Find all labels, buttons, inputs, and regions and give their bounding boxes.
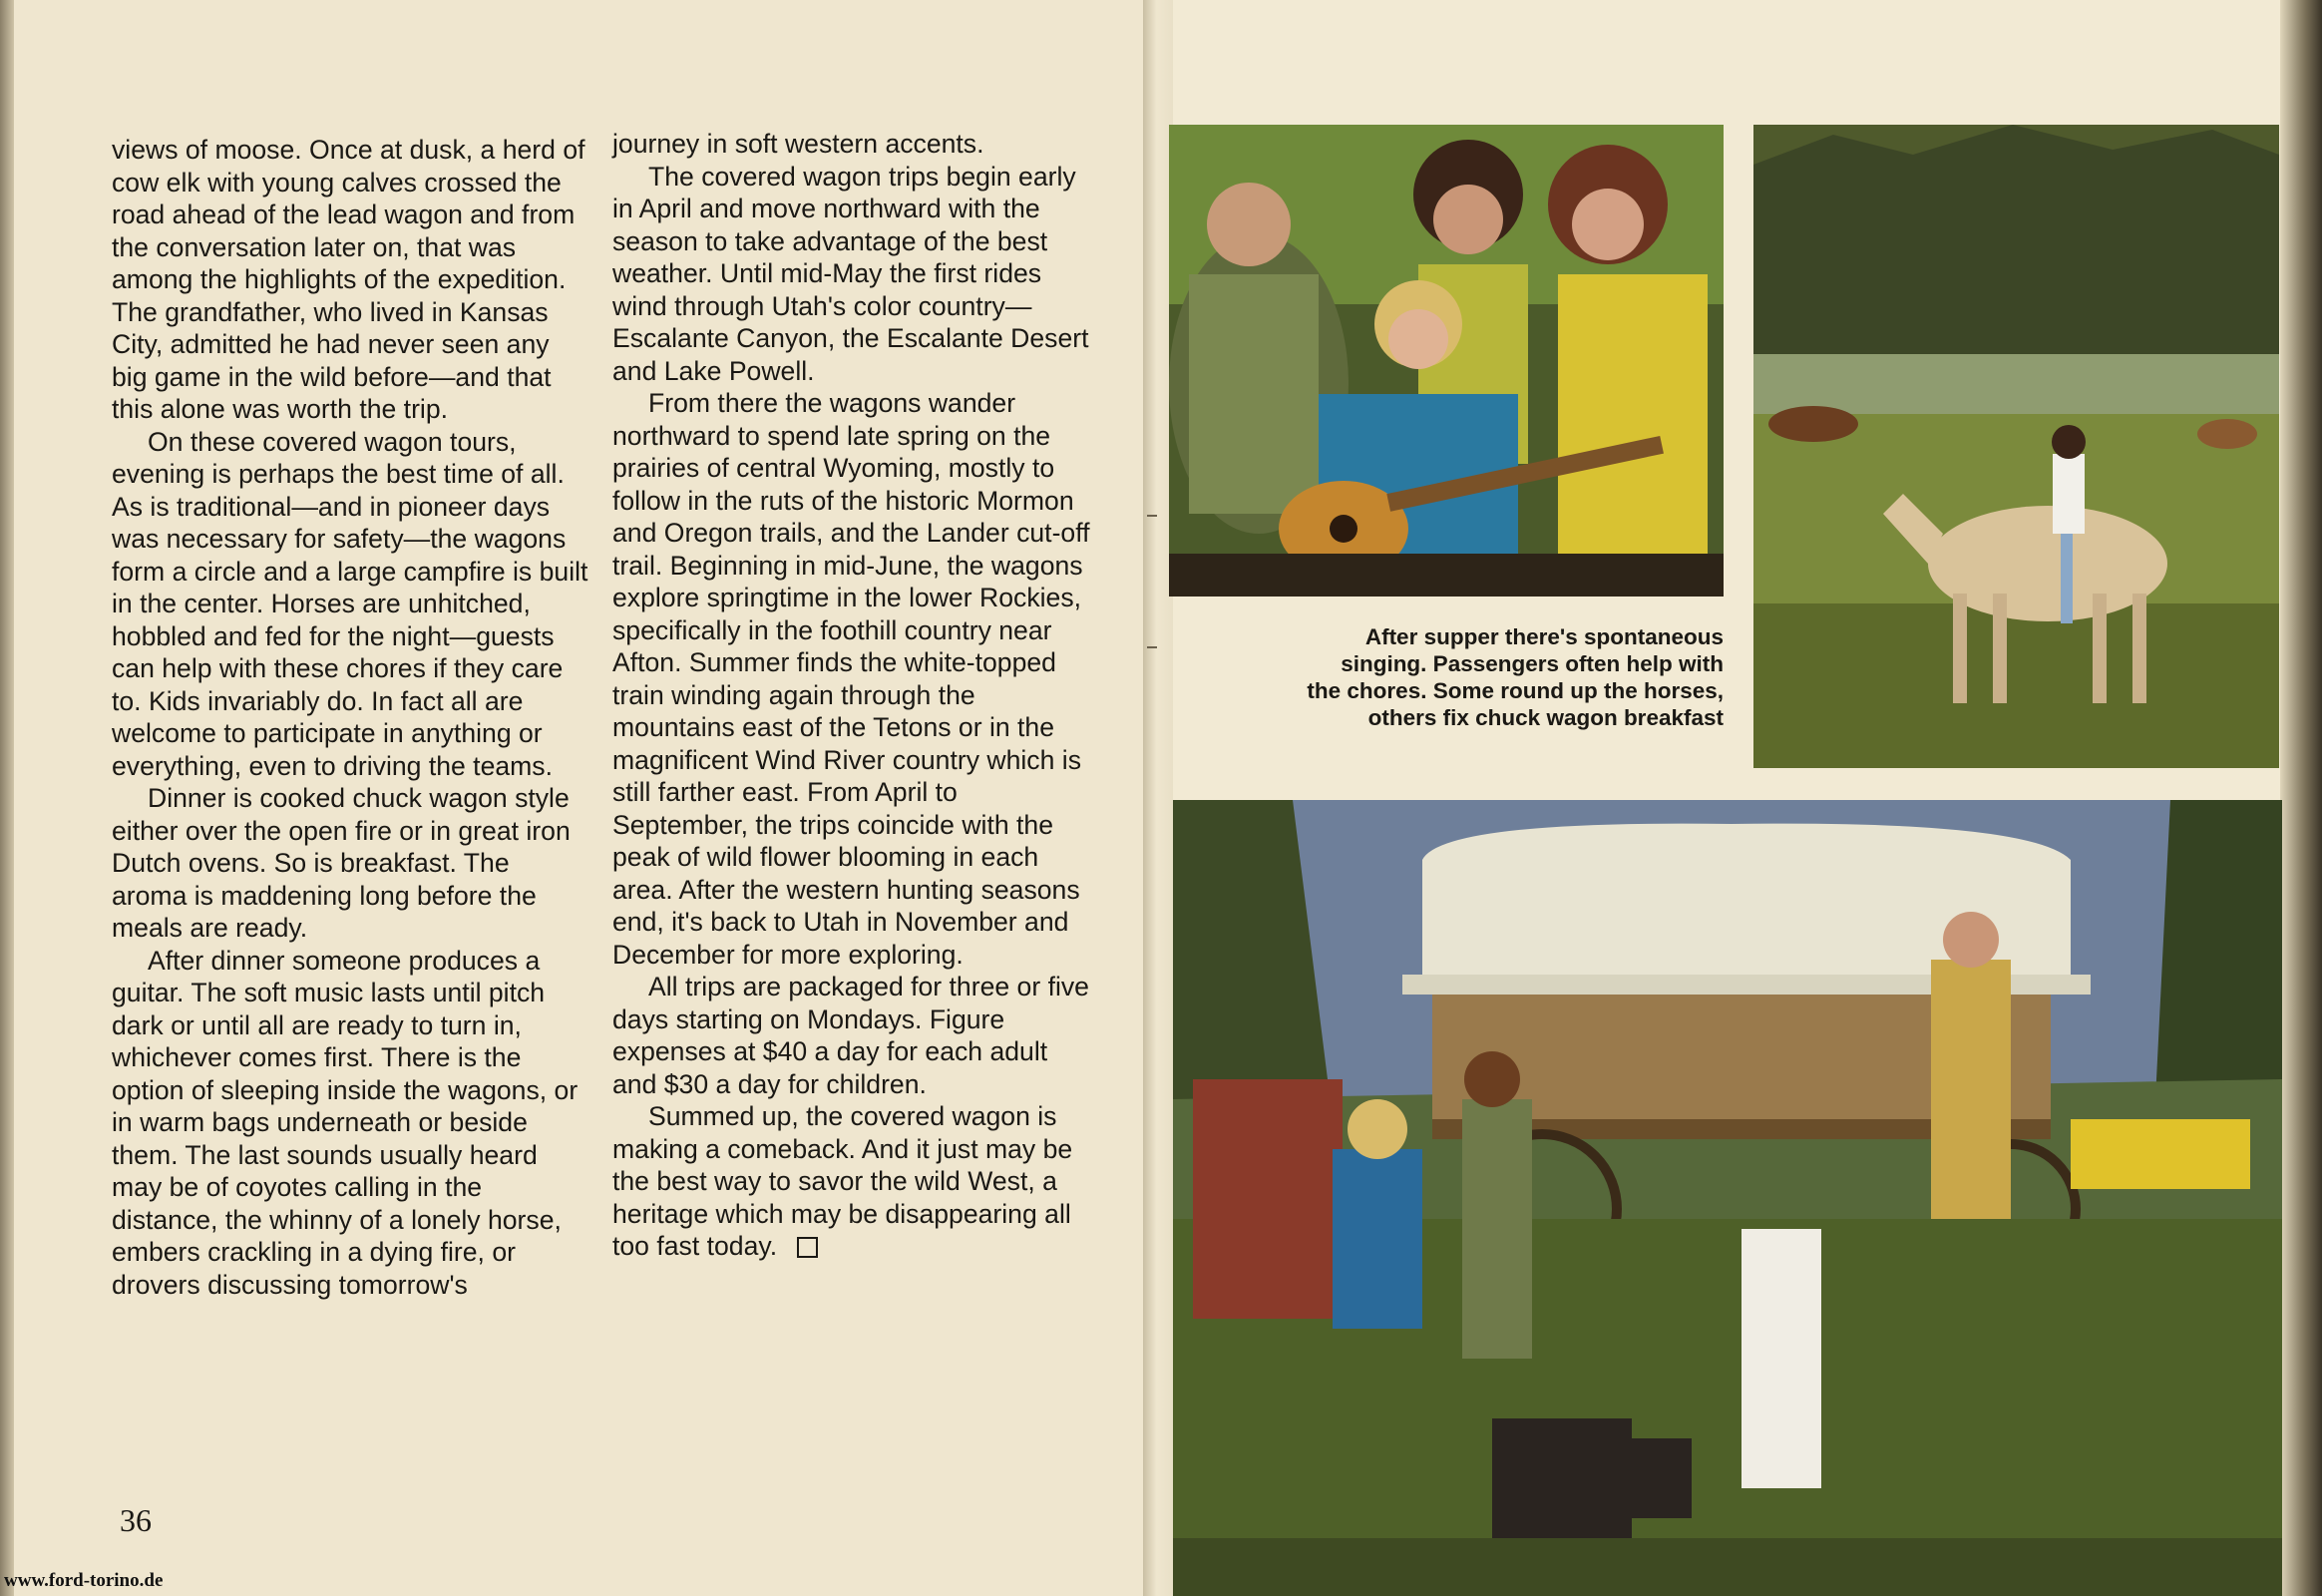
paragraph: After dinner someone produces a guitar. The soft music lasts until pitch dark or until all are ready to turn in, whichever comes first. There is the option of sleeping inside the wagons, or in warm bags underneath or beside them. The last sounds usually heard may be of coyotes calling in the distance, the whinny of a lonely horse, embers crackling in a dying fire, or drovers discussing tomorrow's	[112, 945, 579, 1300]
paragraph: journey in soft western accents.	[612, 129, 984, 159]
photo-covered-wagon-camp	[1173, 800, 2282, 1596]
end-of-article-mark	[797, 1237, 818, 1258]
watermark-text: www.ford-torino.de	[4, 1570, 164, 1591]
paragraph: Summed up, the covered wagon is making a comeback. And it just may be the best way to savor the wild West, a heritage which may be disappearing all too fast today.	[612, 1101, 1073, 1261]
caption-line: singing. Passengers often help with	[1341, 651, 1724, 676]
photo-horses-meadow	[1753, 125, 2279, 768]
caption-line: others fix chuck wagon breakfast	[1367, 705, 1724, 730]
paragraph: From there the wagons wander northward to spend late spring on the prairies of central Wyoming, mostly to follow in the ruts of the historic Mormon and Oregon trails, and the Lander cut-off trail. Beginning in mid-June, the wagons explore springtime in the lower Rockies, specifically in the foothill country near Afton. Summer finds the white-topped train winding again through the mountains east of the Tetons or in the magnificent Wind River country which is still farther east. From April to September, the trips coincide with the peak of wild flower blooming in each area. After the western hunting seasons end, it's back to Utah in November and December for more exploring.	[612, 388, 1090, 970]
photo-caption	[1227, 623, 1724, 731]
text-column-left	[112, 134, 590, 1301]
left-page-edge	[0, 0, 14, 1596]
text-column-right	[612, 128, 1091, 1263]
paragraph: views of moose. Once at dusk, a herd of cow elk with young calves crossed the road ahead of the lead wagon and from the conversation later on, that was among the highlights of the expedition. The grandfather, who lived in Kansas City, admitted he had never seen any big game in the wild before—and that this alone was worth the trip.	[112, 135, 585, 424]
right-page-edge	[2280, 0, 2322, 1596]
staple-mark	[1147, 646, 1157, 648]
page-number: 36	[120, 1502, 152, 1538]
caption-line: After supper there's spontaneous	[1364, 624, 1724, 649]
paragraph: On these covered wagon tours, evening is perhaps the best time of all. As is traditional—and in pioneer days was necessary for safety—the wagons form a circle and a large campfire is built in the center. Horses are unhitched, hobbled and fed for the night—guests can help with these chores if they care to. Kids invariably do. In fact all are welcome to participate in anything or everything, even to driving the teams.	[112, 426, 588, 781]
photo-guitar-singing	[1169, 125, 1724, 597]
caption-line: the chores. Some round up the horses,	[1307, 678, 1724, 703]
paragraph: All trips are packaged for three or five days starting on Mondays. Figure expenses at $40 a day for each adult and $30 a day for children.	[612, 972, 1089, 1099]
staple-mark	[1147, 515, 1157, 517]
paragraph: Dinner is cooked chuck wagon style either over the open fire or in great iron Dutch ovens. So is breakfast. The aroma is maddening long before the meals are ready.	[112, 783, 571, 943]
paragraph: The covered wagon trips begin early in April and move northward with the season to take advantage of the best weather. Until mid-May the first rides wind through Utah's color country—Escalante Canyon, the Escalante Desert and Lake Powell.	[612, 161, 1089, 386]
